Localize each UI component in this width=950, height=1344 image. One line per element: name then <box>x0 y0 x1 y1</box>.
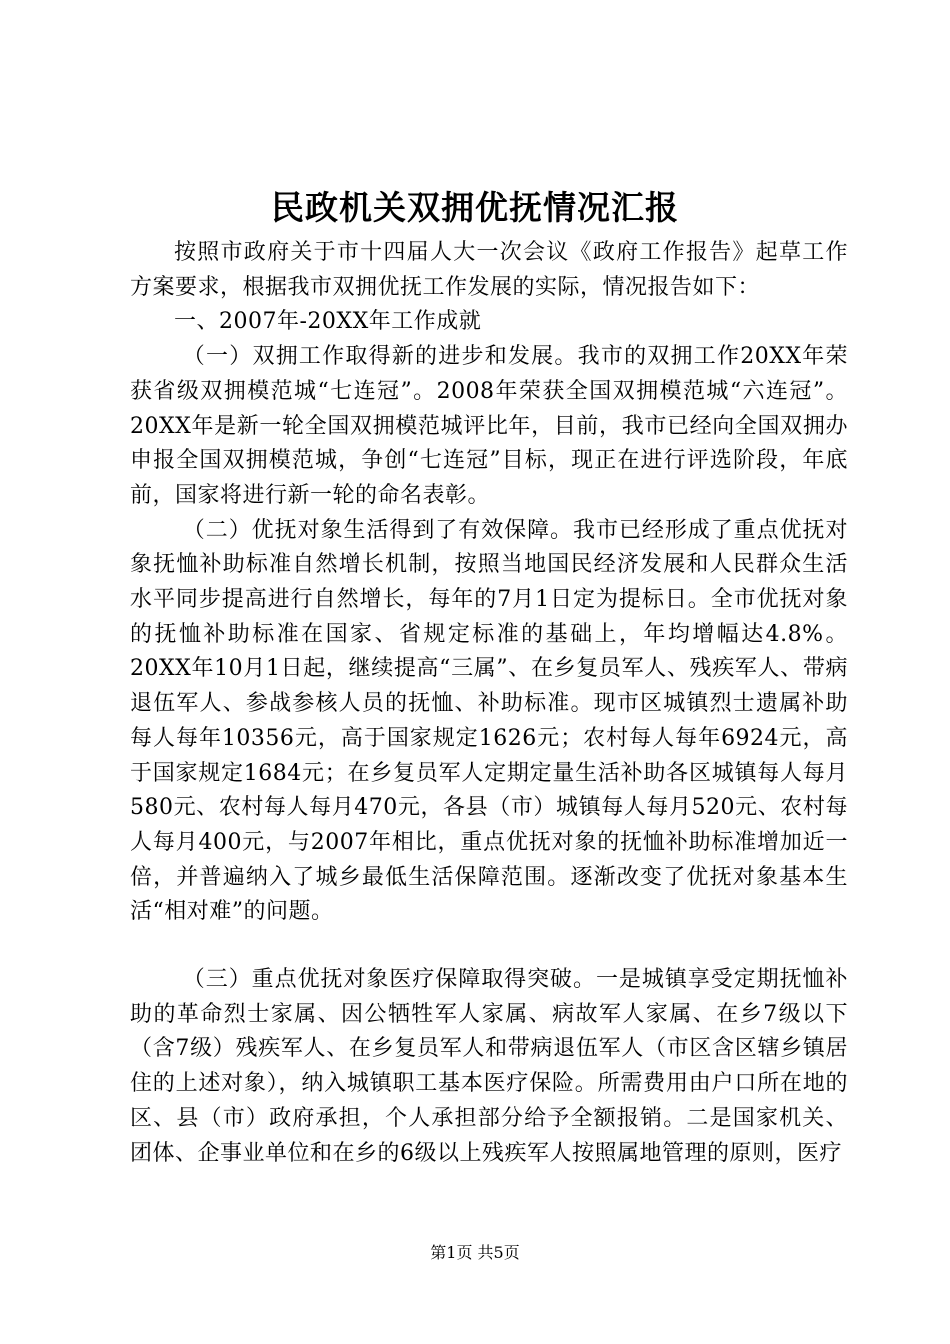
paragraph-youfu-living: （二）优抚对象生活得到了有效保障。我市已经形成了重点优抚对象抚恤补助标准自然增长机制，按照当地国民经济发展和人民群众生活水平同步提高进行自然增长，每年的7月1日定为提标日。全市优抚对象的抚恤补助标准在国家、省规定标准的基础上，年均增幅达4.8%。20XX年10月1日起，继续提高“三属”、在乡复员军人、残疾军人、带病退伍军人、参战参核人员的抚恤、补助标准。现市区城镇烈士遗属补助每人每年10356元，高于国家规定1626元；农村每人每年6924元，高于国家规定1684元；在乡复员军人定期定量生活补助各区城镇每人每月580元、农村每人每月470元，各县（市）城镇每人每月520元、农村每人每月400元，与2007年相比，重点优抚对象的抚恤补助标准增加近一倍，并普遍纳入了城乡最低生活保障范围。逐渐改变了优抚对象基本生活“相对难”的问题。 <box>130 517 848 925</box>
page-footer: 第1页 共5页 <box>430 1243 520 1262</box>
paragraph-medical: （三）重点优抚对象医疗保障取得突破。一是城镇享受定期抚恤补助的革命烈士家属、因公牺牲军人家属、病故军人家属、在乡7级以下（含7级）残疾军人、在乡复员军人和带病退伍军人（市区含区辖乡镇居住的上述对象），纳入城镇职工基本医疗保险。所需费用由户口所在地的区、县（市）政府承担，个人承担部分给予全额报销。二是国家机关、团体、企事业单位和在乡的6级以上残疾军人按照属地管理的原则，医疗 <box>130 967 848 1166</box>
paragraph-shuangyong: （一）双拥工作取得新的进步和发展。我市的双拥工作20XX年荣获省级双拥模范城“七连冠”。2008年荣获全国双拥模范城“六连冠”。20XX年是新一轮全国双拥模范城评比年，目前，我市已经向全国双拥办申报全国双拥模范城，争创“七连冠”目标，现正在进行评选阶段，年底前，国家将进行新一轮的命名表彰。 <box>130 344 848 508</box>
document-title: 民政机关双拥优抚情况汇报 <box>271 188 679 227</box>
section-heading: 一、2007年-20XX年工作成就 <box>174 309 482 335</box>
intro-paragraph: 按照市政府关于市十四届人大一次会议《政府工作报告》起草工作方案要求，根据我市双拥优抚工作发展的实际，情况报告如下： <box>130 240 848 300</box>
document-body <box>130 236 848 1171</box>
